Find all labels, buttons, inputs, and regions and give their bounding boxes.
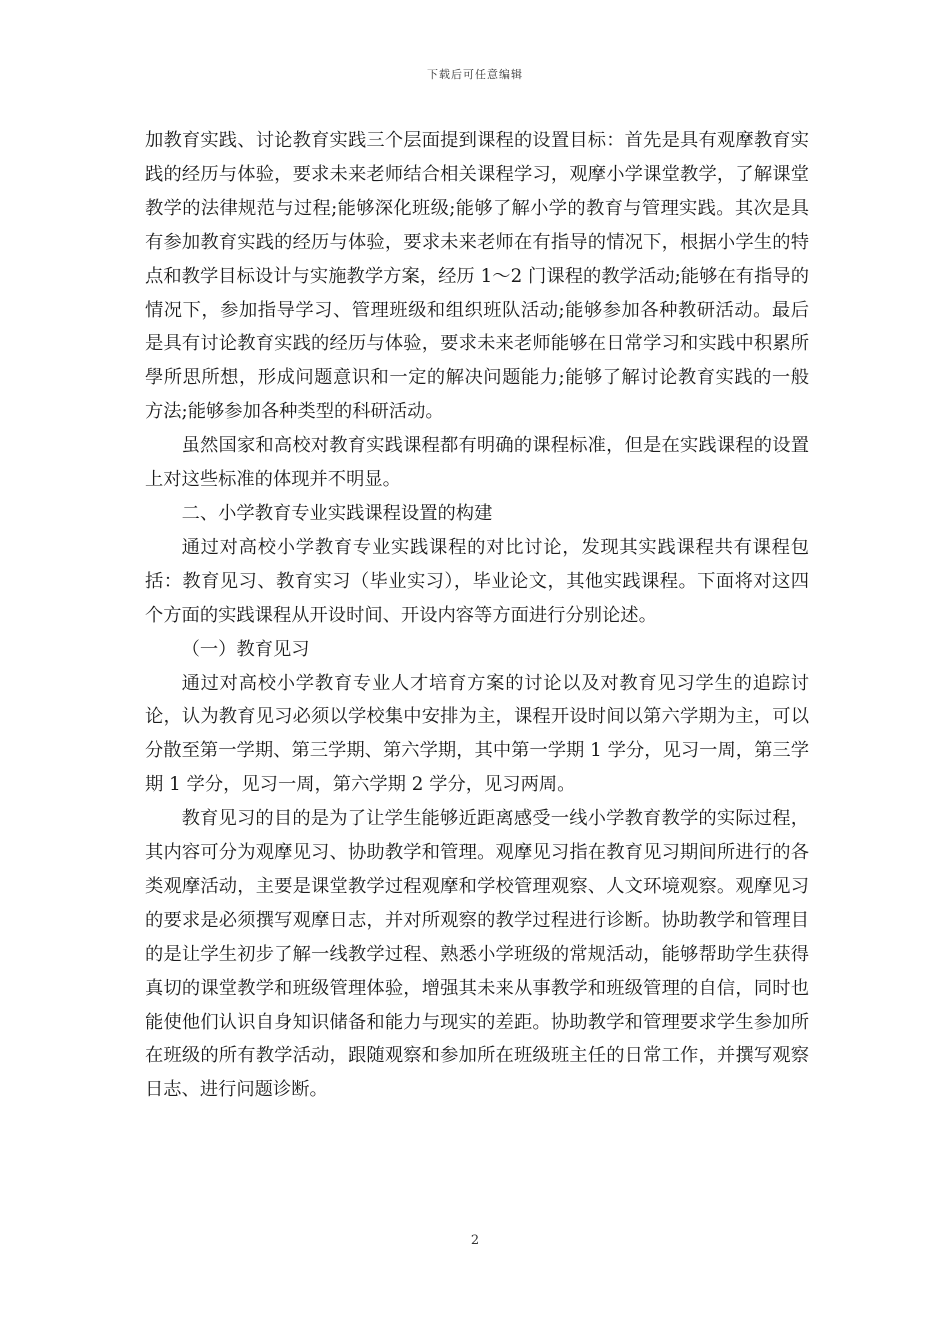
paragraph-observation-purpose: 教育见习的目的是为了让学生能够近距离感受一线小学教育教学的实际过程，其内容可分为观摩见习、协助教学和管理。观摩见习指在教育见习期间所进行的各类观摩活动，主要是课堂教学过程观摩和学校管理观察、人文环境观察。观摩见习的要求是必须撰写观摩日志，并对所观察的教学过程进行诊断。协助教学和管理目的是让学生初步了解一线教学过程、熟悉小学班级的常规活动，能够帮助学生获得真切的课堂教学和班级管理体验，增强其未来从事教学和班级管理的自信，同时也能使他们认识自身知识储备和能力与现实的差距。协助教学和管理要求学生参加所在班级的所有教学活动，跟随观察和参加所在班级班主任的日常工作，并撰写观察日志、进行问题诊断。 <box>145 808 809 1101</box>
paragraph-standards-note: 虽然国家和高校对教育实践课程都有明确的课程标准，但是在实践课程的设置上对这些标准的体现并不明显。 <box>145 435 809 491</box>
paragraph-course-objectives: 加教育实践、讨论教育实践三个层面提到课程的设置目标：首先是具有观摩教育实践的经历与体验，要求未来老师结合相关课程学习，观摩小学课堂教学，了解课堂教学的法律规范与过程;能够深化班级;能够了解小学的教育与管理实践。其次是具有参加教育实践的经历与体验，要求未来老师在有指导的情况下，根据小学生的特点和教学目标设计与实施教学方案，经历 1～2 门课程的教学活动;能够在有指导的情况下，参加指导学习、管理班级和组织班队活动;能够参加各种教研活动。最后是具有讨论教育实践的经历与体验，要求未来老师能够在日常学习和实践中积累所學所思所想，形成问题意识和一定的解决问题能力;能够了解讨论教育实践的一般方法;能够参加各种类型的科研活动。 <box>145 130 809 423</box>
page-header: 下载后可任意编辑 <box>427 68 523 81</box>
section-heading-2: 二、小学教育专业实践课程设置的构建 <box>181 502 493 524</box>
paragraph-observation-schedule: 通过对高校小学教育专业人才培育方案的讨论以及对教育见习学生的追踪讨论，认为教育见习必须以学校集中安排为主，课程开设时间以第六学期为主，可以分散至第一学期、第三学期、第六学期，其中第一学期 1 学分，见习一周，第三学期 1 学分，见习一周，第六学期 2 学分，见习两周。 <box>145 672 809 796</box>
subsection-heading-1: （一）教育见习 <box>181 638 310 660</box>
paragraph-course-comparison: 通过对高校小学教育专业实践课程的对比讨论，发现其实践课程共有课程包括：教育见习、教育实习（毕业实习），毕业论文，其他实践课程。下面将对这四个方面的实践课程从开设时间、开设内容等方面进行分别论述。 <box>145 536 809 626</box>
page-number: 2 <box>470 1233 480 1248</box>
document-body <box>145 124 809 1107</box>
